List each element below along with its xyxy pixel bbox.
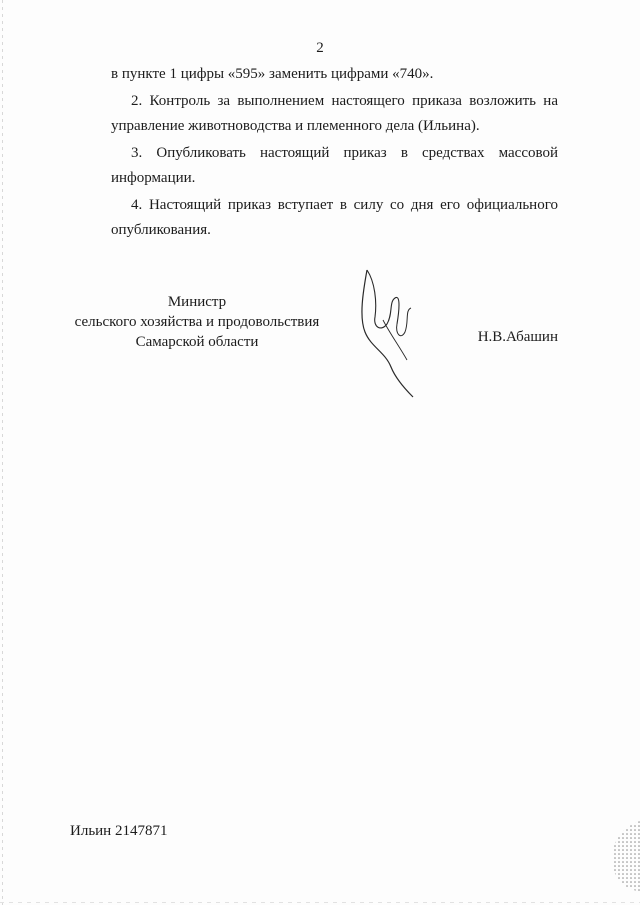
document-body <box>111 62 558 245</box>
page-number: 2 <box>316 40 324 56</box>
paragraph-continuation: в пункте 1 цифры «595» заменить цифрами «740». <box>111 66 434 82</box>
signatory-name: Н.В.Абашин <box>477 329 558 345</box>
signatory-title-line: Министр <box>167 294 227 310</box>
signatory-title <box>62 292 332 352</box>
signatory-title-line: сельского хозяйства и продовольствия <box>74 314 320 330</box>
seal-fragment <box>606 821 640 891</box>
paragraph-item-3: 3. Опубликовать настоящий приказ в средствах массовой информации. <box>111 145 558 186</box>
signatory-title-line: Самарской области <box>135 334 259 350</box>
paragraph-item-2: 2. Контроль за выполнением настоящего приказа возложить на управление животноводства и племенного дела (Ильина). <box>111 93 558 134</box>
handwritten-signature <box>355 262 425 402</box>
paragraph-item-4: 4. Настоящий приказ вступает в силу со дня его официального опубликования. <box>111 197 558 238</box>
scan-edge-artifact <box>0 902 640 903</box>
scan-edge-artifact <box>2 0 3 905</box>
executor-note: Ильин 2147871 <box>70 823 168 839</box>
